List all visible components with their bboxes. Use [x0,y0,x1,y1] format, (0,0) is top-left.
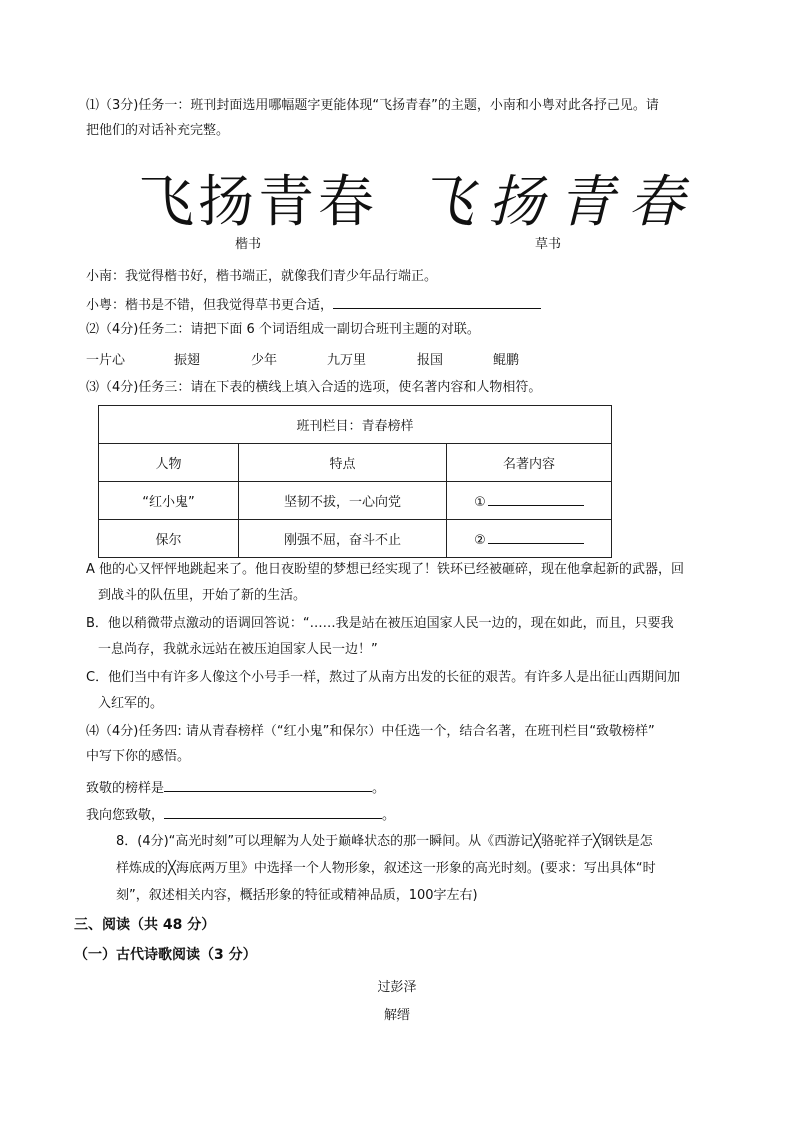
word-item: 一片心 [86,353,126,368]
role-model-table [98,405,612,558]
q4-end-mark: 。 [382,808,396,823]
table-row [99,520,612,558]
option-c-line2: 入红军的。 [98,696,164,711]
table-title: 班刊栏目：青春榜样 [99,406,612,444]
word-item: 报国 [417,353,444,368]
dialogue-xiaoyue [86,294,732,315]
word-item: 少年 [251,353,278,368]
table-cell-person: “红小鬼” [99,482,239,520]
table-row [99,482,612,520]
option-b-line2: 一息尚存，我就永远站在被压迫国家人民一边！” [98,642,378,657]
q4-end-mark: 。 [372,781,386,796]
answer-marker: ② [474,532,486,548]
option-a-line2: 到战斗的队伍里，开始了新的生活。 [98,588,307,603]
option-a-line1: A 他的心又怦怦地跳起来了。他日夜盼望的梦想已经实现了！铁环已经被砸碎，现在他拿起新的武器，回 [86,562,685,577]
word-item: 振翅 [174,353,201,368]
q1-prompt-line2: 把他们的对话补充完整。 [86,123,230,138]
subsection-heading: （一）古代诗歌阅读（3 分） [74,947,257,963]
q3-prompt: ⑶（4分)任务三：请在下表的横线上填入合适的选项，使名著内容和人物相符。 [86,380,542,395]
table-cell-content [447,482,612,520]
q4-fill-model [86,777,732,798]
poem-title: 过彭泽 [377,980,417,995]
q4-prompt-line2: 中写下你的感悟。 [86,749,191,764]
dialogue-xiaonan: 小南：我觉得楷书好，楷书端正，就像我们青少年品行端正。 [86,269,438,284]
table-header-content: 名著内容 [447,444,612,482]
dialogue-xiaoyue-text: 小粤：楷书是不错，但我觉得草书更合适， [86,298,334,313]
calligraphy-caoshu: 飞扬青春 [418,170,698,235]
answer-blank-model[interactable] [164,777,372,792]
calligraphy-kaishu: 飞扬青春 [138,170,378,235]
option-c-line1: C．他们当中有许多人像这个小号手一样，熬过了从南方出发的长征的艰苦。有许多人是出征山西期间加 [86,670,681,685]
answer-marker: ① [474,494,486,510]
table-cell-content [447,520,612,558]
q4-fill-model-label: 致敬的榜样是 [86,781,165,796]
table-header-trait: 特点 [239,444,447,482]
word-item: 九万里 [327,353,367,368]
table-cell-trait: 刚强不屈，奋斗不止 [239,520,447,558]
table-cell-person: 保尔 [99,520,239,558]
answer-blank-1[interactable] [488,492,584,506]
word-item: 鲲鹏 [493,353,520,368]
table-cell-trait: 坚韧不拔，一心向党 [239,482,447,520]
table-header-person: 人物 [99,444,239,482]
q1-prompt-line1: ⑴（3分)任务一：班刊封面选用哪幅题字更能体现“飞扬青春”的主题，小南和小粤对此各抒己见。请 [86,98,659,113]
answer-blank-xiaoyue[interactable] [333,294,541,309]
q4-prompt-line1: ⑷（4分)任务四: 请从青春榜样（“红小鬼”和保尔）中任选一个，结合名著，在班刊栏目“致敬榜样” [86,724,655,739]
q2-prompt: ⑵（4分)任务二：请把下面 6 个词语组成一副切合班刊主题的对联。 [86,322,480,337]
poem-author: 解缙 [383,1008,410,1023]
q8-line1: 8．(4分)“高光时刻”可以理解为人处于巅峰状态的那一瞬间。从《西游记╳骆驼祥子╳钢铁是怎 [116,834,653,849]
q8-line3: 刻”，叙述相关内容，概括形象的特征或精神品质，100字左右) [116,888,478,903]
option-b-line1: B．他以稍微带点激动的语调回答说：“……我是站在被压迫国家人民一边的，现在如此，而且，只要我 [86,616,674,631]
caption-kaishu: 楷书 [235,237,262,252]
caption-caoshu: 草书 [535,237,562,252]
section-heading: 三、阅读（共 48 分） [74,917,216,933]
q4-fill-salute [86,804,732,825]
q4-fill-salute-label: 我向您致敬， [86,808,165,823]
answer-blank-2[interactable] [488,530,584,544]
answer-blank-salute[interactable] [164,804,382,819]
q8-line2: 样炼成的╳海底两万里》中选择一个人物形象，叙述这一形象的高光时刻。(要求：写出具体“时 [116,861,656,876]
